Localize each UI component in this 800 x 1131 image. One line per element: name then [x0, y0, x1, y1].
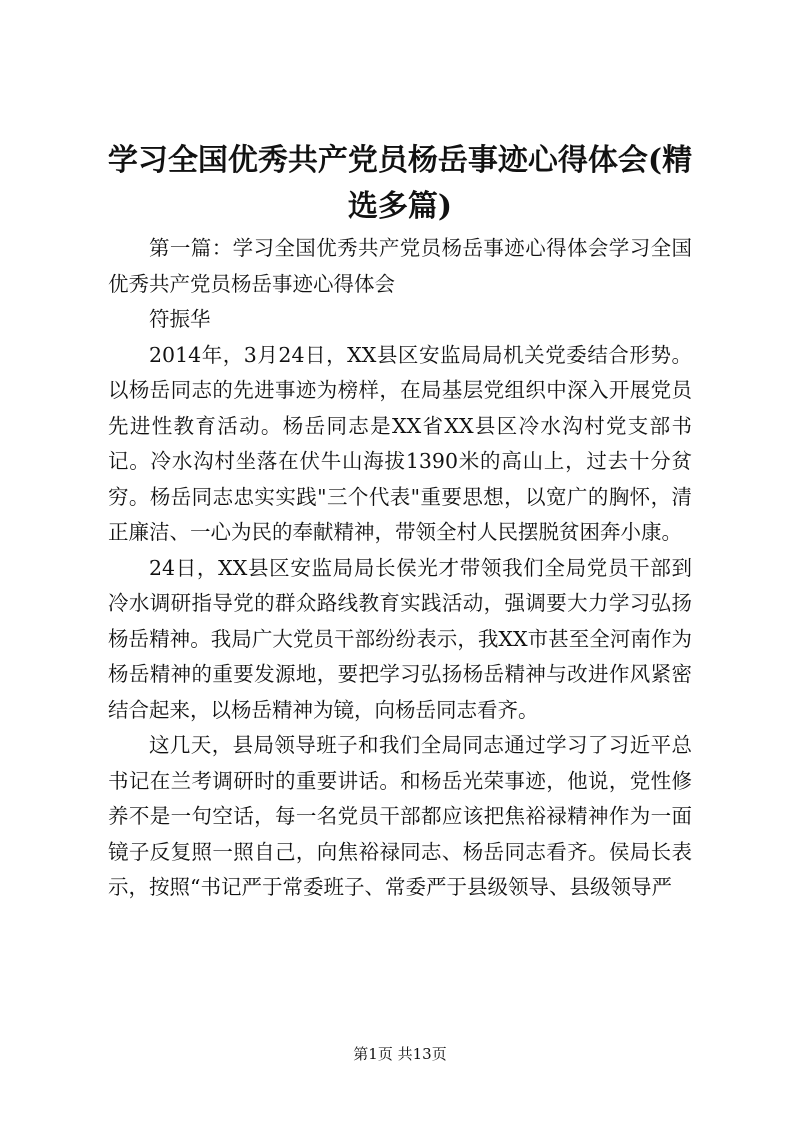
page-footer: 第1页 共13页 — [353, 1045, 447, 1063]
paragraph-intro: 第一篇：学习全国优秀共产党员杨岳事迹心得体会学习全国优秀共产党员杨岳事迹心得体会 — [108, 236, 692, 296]
document-body — [108, 231, 692, 906]
paragraph-body: 这几天，县局领导班子和我们全局同志通过学习了习近平总书记在兰考调研时的重要讲话。和杨岳光荣事迹，他说，党性修养不是一句空话，每一名党员干部都应该把焦裕禄精神作为一面镜子反复照一照自己，向焦裕禄同志、杨岳同志看齐。侯局长表示，按照“书记严于常委班子、常委严于县级领导、县级领导严 — [108, 733, 692, 899]
document-title: 学习全国优秀共产党员杨岳事迹心得体会(精选多篇) — [107, 143, 693, 224]
paragraph-author: 符振华 — [149, 307, 211, 331]
paragraph-body: 2014年，3月24日，XX县区安监局局机关党委结合形势。以杨岳同志的先进事迹为榜样，在局基层党组织中深入开展党员先进性教育活动。杨岳同志是XX省XX县区冷水沟村党支部书记。冷水沟村坐落在伏牛山海拔1390米的高山上，过去十分贫穷。杨岳同志忠实实践"三个代表"重要思想，以宽广的胸怀，清正廉洁、一心为民的奉献精神，带领全村人民摆脱贫困奔小康。 — [108, 342, 692, 544]
paragraph-body: 24日，XX县区安监局局长侯光才带领我们全局党员干部到冷水调研指导党的群众路线教育实践活动，强调要大力学习弘扬杨岳精神。我局广大党员干部纷纷表示，我XX市甚至全河南作为杨岳精神的重要发源地，要把学习弘扬杨岳精神与改进作风紧密结合起来，以杨岳精神为镜，向杨岳同志看齐。 — [108, 555, 692, 722]
